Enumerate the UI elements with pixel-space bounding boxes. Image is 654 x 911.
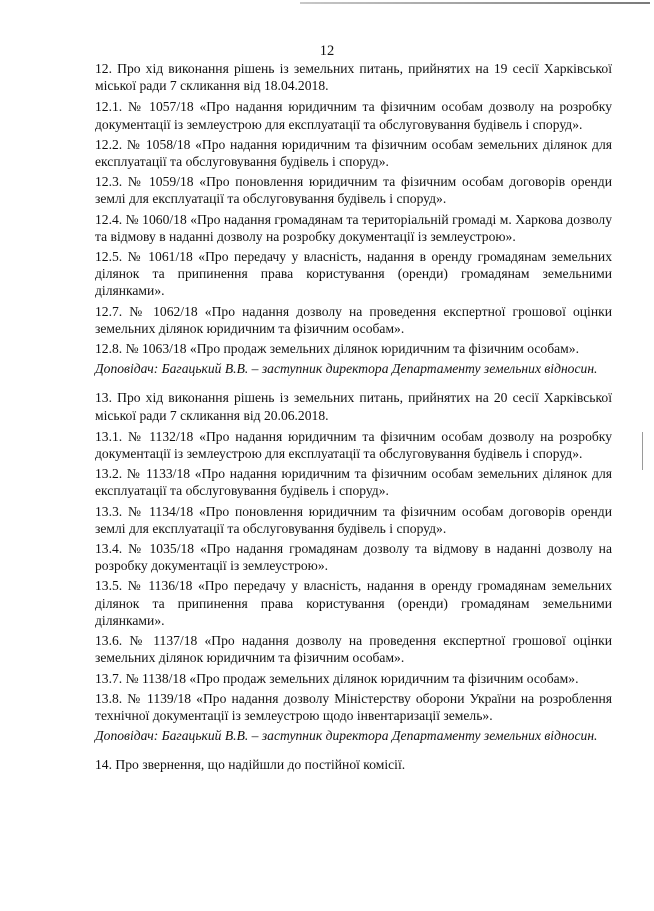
section-13-item: 13.6. № 1137/18 «Про надання дозволу на проведення експертної грошової оцінки земельних ділянок юридичним та фізичним особам». (95, 633, 612, 666)
section-13-item: 13.7. № 1138/18 «Про продаж земельних ділянок юридичним та фізичним особам». (95, 670, 579, 686)
section-12-item: 12.5. № 1061/18 «Про передачу у власність, надання в оренду громадянам земельних ділянок та припинення права користування (оренди) громадянам земельними ділянками». (95, 249, 612, 299)
section-12-item: 12.4. № 1060/18 «Про надання громадянам та територіальній громаді м. Харкова дозволу та відмову в наданні дозволу на розробку документації із землеустрою». (95, 211, 612, 244)
document-body (95, 60, 612, 778)
section-12-heading: 12. Про хід виконання рішень із земельних питань, прийнятих на 19 сесії Харківської міської ради 7 скликання від 18.04.2018. (95, 61, 612, 94)
section-12-speaker: Доповідач: Багацький В.В. – заступник директора Департаменту земельних відносин. (95, 361, 598, 377)
section-12-item: 12.1. № 1057/18 «Про надання юридичним та фізичним особам дозволу на розробку документації із землеустрою для експлуатації та обслуговування будівель і споруд». (95, 99, 612, 132)
section-13-item: 13.4. № 1035/18 «Про надання громадянам дозволу та відмову в наданні дозволу на розробку документації із землеустрою». (95, 541, 612, 574)
section-13-speaker: Доповідач: Багацький В.В. – заступник директора Департаменту земельних відносин. (95, 728, 598, 744)
section-spacer (95, 381, 612, 389)
page-number: 12 (319, 43, 335, 59)
section-13-item: 13.3. № 1134/18 «Про поновлення юридичним та фізичним особам договорів оренди землі для експлуатації та обслуговування будівель і споруд». (95, 503, 612, 536)
section-12-item: 12.8. № 1063/18 «Про продаж земельних ділянок юридичним та фізичним особам». (95, 341, 579, 357)
scan-margin-mark (642, 432, 643, 470)
section-13-item: 13.5. № 1136/18 «Про передачу у власність, надання в оренду громадянам земельних ділянок та припинення права користування (оренди) громадянам земельними ділянками». (95, 578, 612, 628)
section-12-item: 12.7. № 1062/18 «Про надання дозволу на проведення експертної грошової оцінки земельних ділянок юридичним та фізичним особам». (95, 303, 612, 336)
section-13-item: 13.2. № 1133/18 «Про надання юридичним та фізичним особам земельних ділянок для експлуатації та обслуговування будівель і споруд». (95, 466, 612, 499)
section-12-item: 12.2. № 1058/18 «Про надання юридичним та фізичним особам земельних ділянок для експлуатації та обслуговування будівель і споруд». (95, 136, 612, 170)
section-spacer (95, 748, 612, 756)
scan-edge-line (300, 2, 650, 4)
section-13-item: 13.1. № 1132/18 «Про надання юридичним та фізичним особам дозволу на розробку документації із землеустрою для експлуатації та обслуговування будівель і споруд». (95, 428, 612, 462)
section-14-heading: 14. Про звернення, що надійшли до постійної комісії. (95, 757, 406, 773)
section-13-heading: 13. Про хід виконання рішень із земельних питань, прийнятих на 20 сесії Харківської міської ради 7 скликання від 20.06.2018. (95, 390, 612, 423)
section-13-item: 13.8. № 1139/18 «Про надання дозволу Міністерству оборони України на розроблення технічної документації із землеустрою щодо інвентаризації земель». (95, 690, 612, 723)
section-12-item: 12.3. № 1059/18 «Про поновлення юридичним та фізичним особам договорів оренди землі для експлуатації та обслуговування будівель і споруд». (95, 174, 612, 207)
